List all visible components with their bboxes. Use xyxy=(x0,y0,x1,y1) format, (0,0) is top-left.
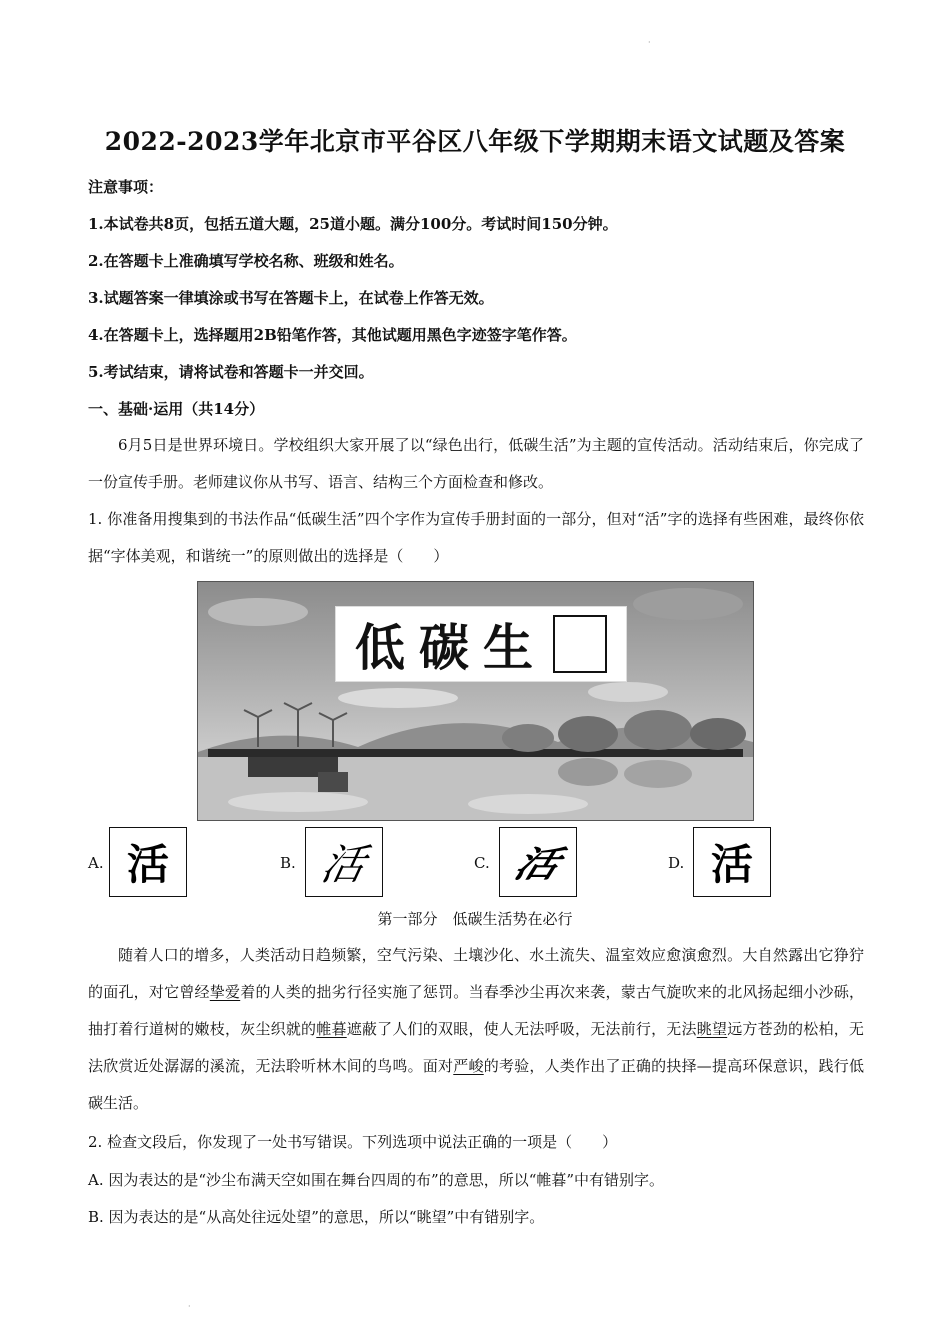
underlined-word: 眺望 xyxy=(696,1020,728,1038)
passage-text: 遮蔽了人们的双眼，使人无法呼吸，无法前行，无法 xyxy=(346,1020,697,1038)
option-b-calligraphy xyxy=(305,827,383,897)
banner-title-card xyxy=(335,606,627,682)
scan-dot: · xyxy=(188,1302,191,1311)
option-c-glyph: 活 xyxy=(509,843,566,885)
passage-text: 随着人口的增多，人类活动日趋频繁，空气污染、土壤沙化、水土流失、温室效应愈演愈烈。大自然露出它狰狞的面孔，对它曾经 xyxy=(88,946,864,1001)
option-a-glyph: 活 xyxy=(126,840,169,889)
blank-character-box xyxy=(553,615,607,673)
underlined-word: 严峻 xyxy=(453,1057,484,1075)
notice-item: 5.考试结束，请将试卷和答题卡一并交回。 xyxy=(88,363,374,381)
banner-title-text: 低碳生 xyxy=(355,618,547,677)
section-heading: 一、基础·运用（共14分） xyxy=(88,400,265,418)
question-2-option-b: B. 因为表达的是“从高处往远处望”的意思，所以“眺望”中有错别字。 xyxy=(88,1208,545,1226)
section-intro: 6月5日是世界环境日。学校组织大家开展了以“绿色出行，低碳生活”为主题的宣传活动。活动结束后，你完成了一份宣传手册。老师建议你从书写、语言、结构三个方面检查和修改。 xyxy=(88,436,864,491)
question-2-option-a: A. 因为表达的是“沙尘布满天空如围在舞台四周的布”的意思，所以“帷暮”中有错别字。 xyxy=(88,1171,665,1189)
question-2: 2. 检查文段后，你发现了一处书写错误。下列选项中说法正确的一项是（ ） xyxy=(88,1133,618,1151)
passage-text: 远方苍劲的松柏，无法欣赏近处潺潺的溪流，无法聆听林木间的鸟鸣。面对 xyxy=(88,1020,864,1075)
option-label-c: C. xyxy=(474,854,490,872)
low-carbon-banner-image xyxy=(197,581,754,821)
option-d-glyph: 活 xyxy=(710,840,753,889)
notice-item: 3.试题答案一律填涂或书写在答题卡上，在试卷上作答无效。 xyxy=(88,289,494,307)
question-1: 1. 你准备用搜集到的书法作品“低碳生活”四个字作为宣传手册封面的一部分，但对“活”字的选择有些困难，最终你依据“字体美观，和谐统一”的原则做出的选择是（ ） xyxy=(88,510,864,565)
passage-text: 的考验，人类作出了正确的抉择—提高环保意识，践行低碳生活。 xyxy=(88,1057,864,1112)
passage-text: 着的人类的拙劣行径实施了惩罚。当春季沙尘再次来袭，蒙古气旋吹来的北风扬起细小沙砾，抽打着行道树的嫩枝，灰尘织就的 xyxy=(88,983,864,1038)
scan-dot: · xyxy=(648,38,651,47)
option-label-b: B. xyxy=(280,854,296,872)
notice-item: 4.在答题卡上，选择题用2B铅笔作答，其他试题用黑色字迹签字笔作答。 xyxy=(88,326,577,344)
option-b-glyph: 活 xyxy=(317,840,370,889)
option-label-a: A. xyxy=(88,854,104,872)
notice-item: 2.在答题卡上准确填写学校名称、班级和姓名。 xyxy=(88,252,404,270)
notice-item: 1.本试卷共8页，包括五道大题，25道小题。满分100分。考试时间150分钟。 xyxy=(88,215,618,233)
page-title: 2022-2023学年北京市平谷区八年级下学期期末语文试题及答案 xyxy=(104,127,846,156)
option-label-d: D. xyxy=(668,854,685,872)
option-d-calligraphy xyxy=(693,827,771,897)
underlined-word: 挚爱 xyxy=(209,983,241,1001)
underlined-word: 帷暮 xyxy=(316,1020,347,1038)
passage xyxy=(88,937,864,1122)
option-c-calligraphy xyxy=(499,827,577,897)
option-a-calligraphy xyxy=(109,827,187,897)
notice-heading: 注意事项： xyxy=(88,178,164,196)
part-caption: 第一部分 低碳生活势在必行 xyxy=(377,910,573,928)
